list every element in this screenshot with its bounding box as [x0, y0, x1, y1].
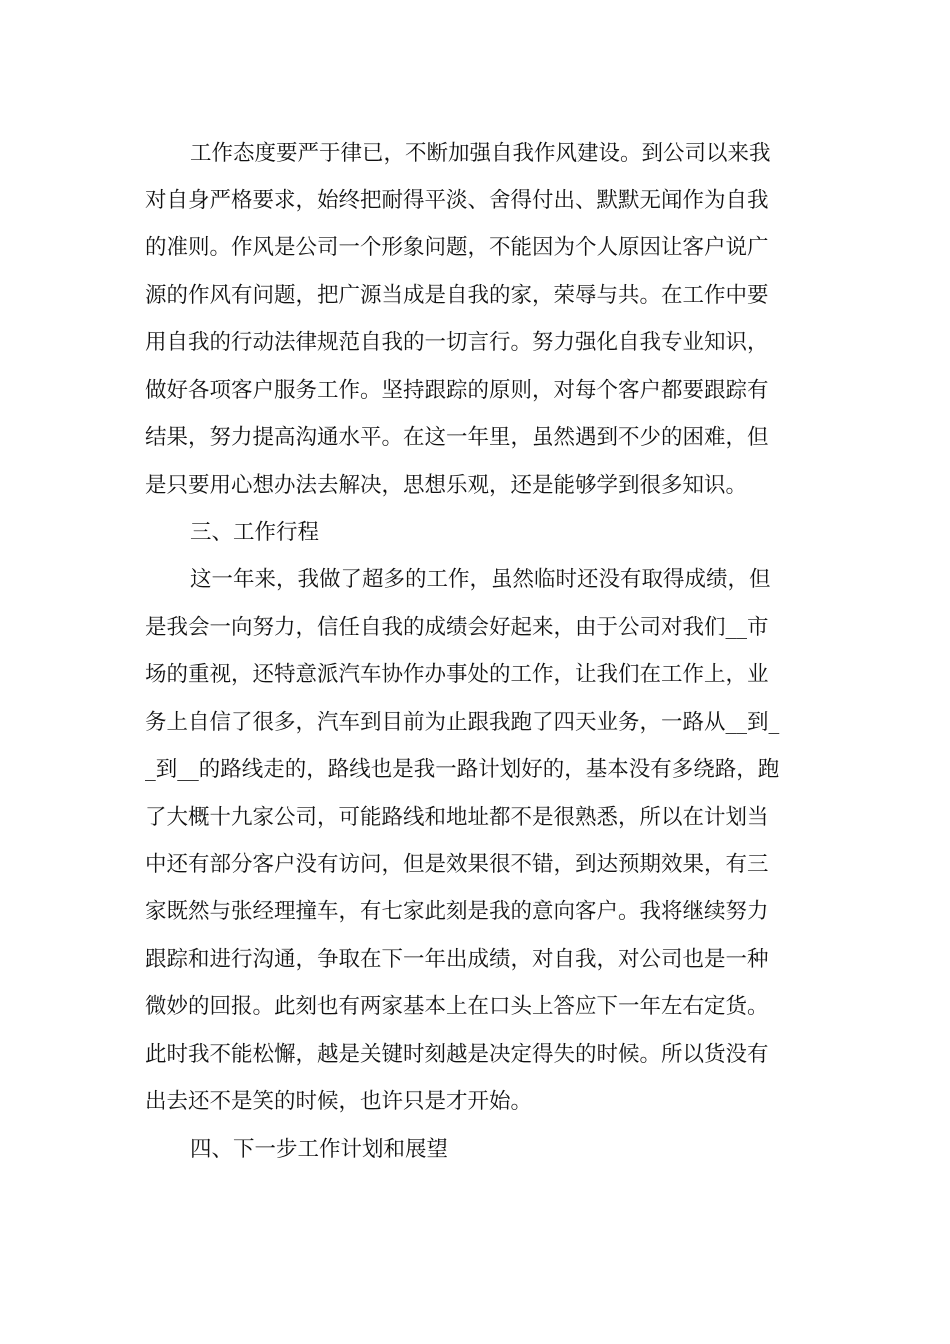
- paragraph-line: 的准则。作风是公司一个形象问题，不能因为个人原因让客户说广: [145, 235, 769, 260]
- paragraph-line: 用自我的行动法律规范自我的一切言行。努力强化自我专业知识，: [145, 330, 769, 355]
- paragraph-line: 跟踪和进行沟通，争取在下一年出成绩，对自我，对公司也是一种: [145, 947, 769, 972]
- paragraph-line: 场的重视，还特意派汽车协作办事处的工作，让我们在工作上，业: [145, 662, 769, 687]
- paragraph-line: 是我会一向努力，信任自我的成绩会好起来，由于公司对我们__市: [145, 615, 769, 640]
- paragraph-line: 结果，努力提高沟通水平。在这一年里，虽然遇到不少的困难，但: [145, 425, 769, 450]
- paragraph-line: 微妙的回报。此刻也有两家基本上在口头上答应下一年左右定货。: [145, 994, 769, 1019]
- paragraph-line: 源的作风有问题，把广源当成是自我的家，荣辱与共。在工作中要: [145, 283, 769, 308]
- paragraph-line: 中还有部分客户没有访问，但是效果很不错，到达预期效果，有三: [145, 852, 769, 877]
- paragraph-line: 了大概十九家公司，可能路线和地址都不是很熟悉，所以在计划当: [145, 805, 769, 830]
- paragraph-line: 做好各项客户服务工作。坚持跟踪的原则，对每个客户都要跟踪有: [145, 378, 769, 403]
- paragraph-line: 务上自信了很多，汽车到目前为止跟我跑了四天业务，一路从__到_: [145, 710, 780, 735]
- paragraph-line: _到__的路线走的，路线也是我一路计划好的，基本没有多绕路，跑: [145, 757, 780, 782]
- paragraph-line: 家既然与张经理撞车，有七家此刻是我的意向客户。我将继续努力: [145, 899, 769, 924]
- paragraph-line: 是只要用心想办法去解决，思想乐观，还是能够学到很多知识。: [145, 473, 748, 498]
- paragraph-line: 此时我不能松懈，越是关键时刻越是决定得失的时候。所以货没有: [145, 1042, 769, 1067]
- paragraph-line: 对自身严格要求，始终把耐得平淡、舍得付出、默默无闻作为自我: [145, 188, 769, 213]
- paragraph-line: 出去还不是笑的时候，也许只是才开始。: [145, 1089, 533, 1114]
- paragraph-line: 这一年来，我做了超多的工作，虽然临时还没有取得成绩，但: [190, 567, 771, 592]
- section-heading: 三、工作行程: [190, 520, 320, 545]
- paragraph-line: 工作态度要严于律已，不断加强自我作风建设。到公司以来我: [190, 141, 771, 166]
- section-heading: 四、下一步工作计划和展望: [190, 1137, 449, 1162]
